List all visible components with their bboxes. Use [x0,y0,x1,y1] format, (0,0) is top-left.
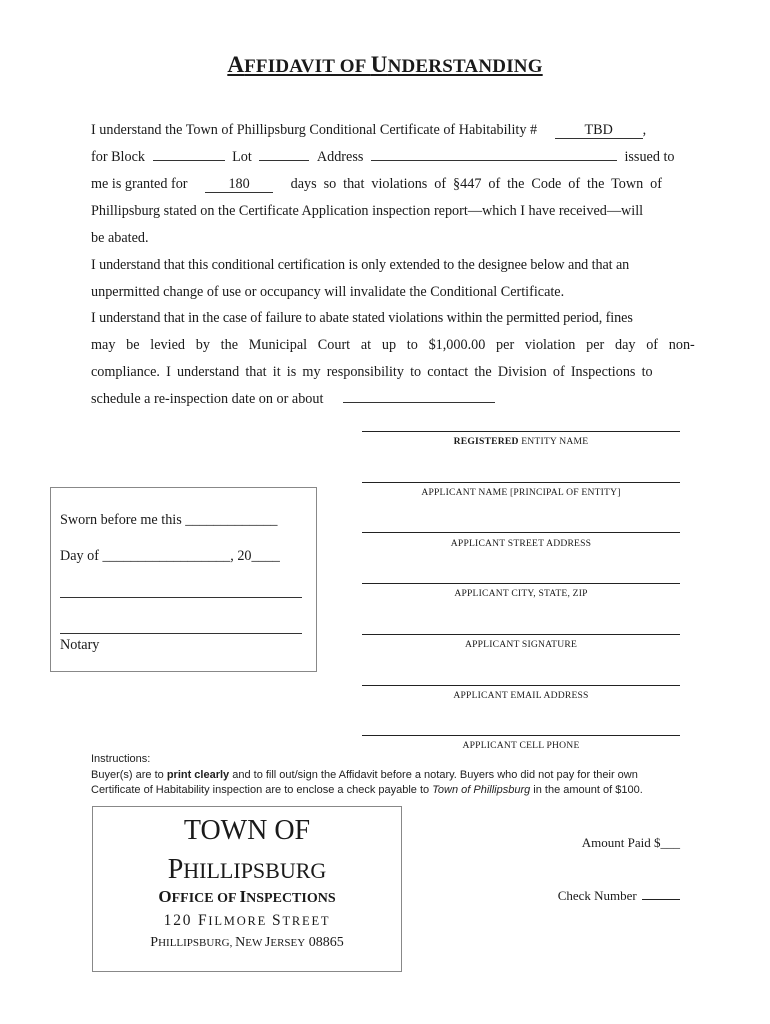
street-address-line[interactable] [362,532,680,533]
notary-blank-line-1[interactable] [60,597,302,598]
applicant-name-label: APPLICANT NAME [PRINCIPAL OF ENTITY] [421,487,621,498]
cell-phone-label: APPLICANT CELL PHONE [462,740,580,751]
block-field[interactable] [153,160,225,161]
town-name: PHILLIPSBURG [167,854,327,885]
email-label: APPLICANT EMAIL ADDRESS [453,690,589,701]
registered-entity-line[interactable] [362,431,680,432]
town-of-label: TOWN OF [183,815,311,846]
amount-paid-field[interactable]: Amount Paid $___ [581,835,680,850]
document-title: AFFIDAVIT OF UNDERSTANDING [227,52,543,77]
street-address-label: APPLICANT STREET ADDRESS [450,538,592,549]
notary-label: Notary [60,637,100,653]
office-name: OFFICE OF INSPECTIONS [158,887,336,906]
lot-field[interactable] [259,160,309,161]
days-field[interactable]: 180 [205,177,273,193]
reinspection-date-field[interactable] [343,402,495,403]
notary-blank-line-2[interactable] [60,633,302,634]
city-state-zip: PHILLIPSBURG, NEW JERSEY 08865 [150,935,344,950]
instructions: Instructions: Buyer(s) are to print clearly and to fill out/sign the Affidavit before a notary. Buyers who did not pay for their own Certificate of Habitability inspection are to enclose a check payable to Town of Phillipsburg in the amount of $100. [91,752,691,799]
cell-phone-line[interactable] [362,735,680,736]
city-state-zip-label: APPLICANT CITY, STATE, ZIP [454,588,588,599]
paragraph-certificate: I understand the Town of Phillipsburg Conditional Certificate of Habitability # TBD , for Block Lot Address issued to me is granted for 180 days so that violations of §447 of the Code of the Town of Phillipsburg stated on the Certificate Application inspection report—which I have received—will be abated. [91,122,675,246]
instructions-heading: Instructions: [91,753,151,765]
registered-entity-label: REGISTERED ENTITY NAME [453,436,589,447]
applicant-name-line[interactable] [362,482,680,483]
notary-box [50,487,317,672]
street-address: 120 FILMORE STREET [163,912,331,929]
check-number-field[interactable]: Check Number [530,888,680,904]
email-line[interactable] [362,685,680,686]
town-address-box [92,806,402,972]
paragraph-conditional: I understand that this conditional certification is only extended to the designee below and that an unpermitted change of use or occupancy will invalidate the Conditional Certificate. [91,257,630,300]
address-field[interactable] [371,160,617,161]
paragraph-violations: I understand that in the case of failure to abate stated violations within the permitted period, fines may be levied by the Municipal Court at up to $1,000.00 per violation per day of non- compliance. I understand that it is my responsibility to contact the Division of Inspections to schedule a re-inspection date on or about [91,310,695,407]
day-of-line[interactable]: Day of __________________, 20____ [60,548,280,564]
certificate-number-field[interactable]: TBD [555,123,643,139]
city-state-zip-line[interactable] [362,583,680,584]
sworn-before-line[interactable]: Sworn before me this _____________ [60,512,278,528]
signature-label: APPLICANT SIGNATURE [464,639,578,650]
signature-line[interactable] [362,634,680,635]
check-number-line[interactable] [642,899,680,900]
